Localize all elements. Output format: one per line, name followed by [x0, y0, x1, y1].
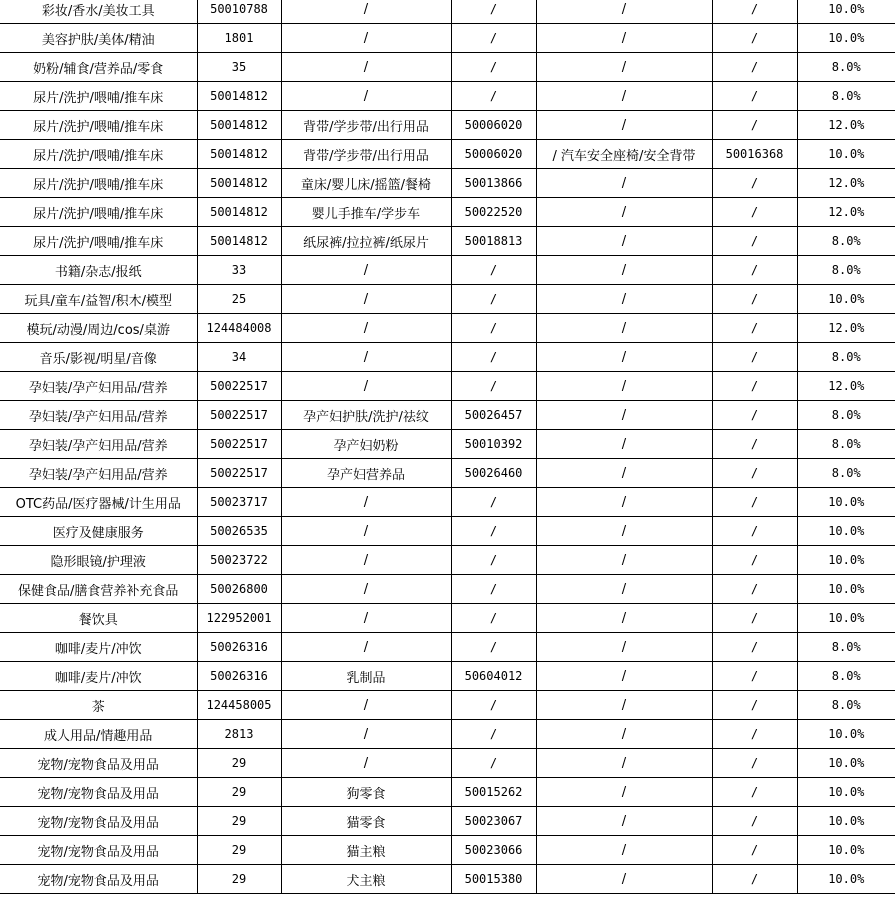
level2-category-cell: / — [281, 720, 451, 749]
level1-category-cell: 医疗及健康服务 — [0, 517, 197, 546]
level2-id-cell: / — [451, 53, 536, 82]
level1-category-cell: 音乐/影视/明星/音像 — [0, 343, 197, 372]
rate-cell: 8.0% — [797, 662, 895, 691]
table-row — [0, 865, 895, 894]
level3-id-cell: / — [712, 459, 797, 488]
table-row — [0, 749, 895, 778]
level2-id-cell: / — [451, 256, 536, 285]
level2-category-cell: / — [281, 517, 451, 546]
rate-cell: 10.0% — [797, 575, 895, 604]
level2-category-cell: / — [281, 633, 451, 662]
level3-id-cell: / — [712, 285, 797, 314]
rate-cell: 8.0% — [797, 633, 895, 662]
rate-cell: 12.0% — [797, 111, 895, 140]
level1-id-cell: 50022517 — [197, 430, 281, 459]
rate-cell: 12.0% — [797, 314, 895, 343]
table-row — [0, 778, 895, 807]
table-row — [0, 720, 895, 749]
level3-category-cell: / — [536, 372, 712, 401]
level2-id-cell: / — [451, 343, 536, 372]
level2-id-cell: / — [451, 633, 536, 662]
level2-category-cell: 狗零食 — [281, 778, 451, 807]
table-row — [0, 459, 895, 488]
level1-id-cell: 50014812 — [197, 227, 281, 256]
level1-category-cell: 成人用品/情趣用品 — [0, 720, 197, 749]
level1-id-cell: 29 — [197, 836, 281, 865]
level2-category-cell: / — [281, 372, 451, 401]
level2-category-cell: 猫主粮 — [281, 836, 451, 865]
level1-category-cell: 宠物/宠物食品及用品 — [0, 836, 197, 865]
level3-category-cell: / — [536, 343, 712, 372]
level1-id-cell: 50026316 — [197, 633, 281, 662]
level2-id-cell: / — [451, 604, 536, 633]
rate-cell: 10.0% — [797, 546, 895, 575]
level2-category-cell: / — [281, 749, 451, 778]
level1-id-cell: 35 — [197, 53, 281, 82]
level1-category-cell: 尿片/洗护/喂哺/推车床 — [0, 140, 197, 169]
table-row — [0, 343, 895, 372]
level3-id-cell: / — [712, 488, 797, 517]
level3-category-cell: / — [536, 459, 712, 488]
level3-id-cell: / — [712, 662, 797, 691]
rate-cell: 8.0% — [797, 459, 895, 488]
level3-id-cell: / — [712, 575, 797, 604]
level3-category-cell: / — [536, 836, 712, 865]
level1-id-cell: 50014812 — [197, 82, 281, 111]
rate-cell: 10.0% — [797, 285, 895, 314]
level3-category-cell: / — [536, 256, 712, 285]
level3-category-cell: / — [536, 82, 712, 111]
level1-category-cell: 隐形眼镜/护理液 — [0, 546, 197, 575]
level1-id-cell: 29 — [197, 778, 281, 807]
level3-id-cell: / — [712, 720, 797, 749]
table-row — [0, 169, 895, 198]
level1-category-cell: 彩妆/香水/美妆工具 — [0, 0, 197, 24]
level3-category-cell: / — [536, 662, 712, 691]
level1-id-cell: 50014812 — [197, 111, 281, 140]
rate-cell: 10.0% — [797, 604, 895, 633]
level1-category-cell: 咖啡/麦片/冲饮 — [0, 633, 197, 662]
level1-category-cell: 宠物/宠物食品及用品 — [0, 807, 197, 836]
level2-category-cell: 犬主粮 — [281, 865, 451, 894]
level1-category-cell: OTC药品/医疗器械/计生用品 — [0, 488, 197, 517]
table-row — [0, 372, 895, 401]
level3-id-cell: / — [712, 343, 797, 372]
level3-category-cell: / — [536, 633, 712, 662]
level2-category-cell: 婴儿手推车/学步车 — [281, 198, 451, 227]
level3-id-cell: / — [712, 53, 797, 82]
level1-id-cell: 29 — [197, 807, 281, 836]
rate-cell: 10.0% — [797, 140, 895, 169]
level2-id-cell: 50006020 — [451, 140, 536, 169]
table-row — [0, 430, 895, 459]
level2-category-cell: 纸尿裤/拉拉裤/纸尿片 — [281, 227, 451, 256]
level2-category-cell: 童床/婴儿床/摇篮/餐椅 — [281, 169, 451, 198]
level1-category-cell: 尿片/洗护/喂哺/推车床 — [0, 169, 197, 198]
level3-id-cell: / — [712, 633, 797, 662]
level2-category-cell: / — [281, 488, 451, 517]
rate-cell: 10.0% — [797, 865, 895, 894]
level2-id-cell: / — [451, 0, 536, 24]
level1-category-cell: 保健食品/膳食营养补充食品 — [0, 575, 197, 604]
level1-id-cell: 25 — [197, 285, 281, 314]
level3-category-cell: / — [536, 720, 712, 749]
rate-cell: 10.0% — [797, 778, 895, 807]
level2-id-cell: 50015380 — [451, 865, 536, 894]
table-row — [0, 517, 895, 546]
level3-category-cell: / — [536, 401, 712, 430]
level1-id-cell: 122952001 — [197, 604, 281, 633]
rate-cell: 10.0% — [797, 517, 895, 546]
table-row — [0, 662, 895, 691]
table-row — [0, 691, 895, 720]
level3-id-cell: / — [712, 82, 797, 111]
level2-id-cell: / — [451, 749, 536, 778]
rate-cell: 8.0% — [797, 227, 895, 256]
level3-category-cell: / — [536, 53, 712, 82]
level2-id-cell: / — [451, 24, 536, 53]
level3-id-cell: / — [712, 546, 797, 575]
level3-category-cell: / — [536, 24, 712, 53]
level3-id-cell: / — [712, 691, 797, 720]
rate-cell: 8.0% — [797, 82, 895, 111]
level2-id-cell: / — [451, 285, 536, 314]
level1-category-cell: 奶粉/辅食/营养品/零食 — [0, 53, 197, 82]
level2-category-cell: 背带/学步带/出行用品 — [281, 140, 451, 169]
rate-cell: 10.0% — [797, 749, 895, 778]
rate-cell: 10.0% — [797, 24, 895, 53]
level1-category-cell: 模玩/动漫/周边/cos/桌游 — [0, 314, 197, 343]
level3-id-cell: / — [712, 604, 797, 633]
level1-category-cell: 孕妇装/孕产妇用品/营养 — [0, 459, 197, 488]
level3-id-cell: / — [712, 778, 797, 807]
table-row — [0, 633, 895, 662]
level3-category-cell: / — [536, 488, 712, 517]
level2-id-cell: 50026457 — [451, 401, 536, 430]
rate-cell: 12.0% — [797, 372, 895, 401]
level3-category-cell: / — [536, 169, 712, 198]
table-row — [0, 53, 895, 82]
rate-cell: 8.0% — [797, 401, 895, 430]
level3-category-cell: / — [536, 691, 712, 720]
rate-cell: 10.0% — [797, 720, 895, 749]
level3-id-cell: / — [712, 0, 797, 24]
level2-category-cell: / — [281, 53, 451, 82]
level1-category-cell: 玩具/童车/益智/积木/模型 — [0, 285, 197, 314]
table-row — [0, 140, 895, 169]
level3-category-cell: / — [536, 0, 712, 24]
level3-id-cell: / — [712, 169, 797, 198]
level2-category-cell: 乳制品 — [281, 662, 451, 691]
level1-id-cell: 50014812 — [197, 140, 281, 169]
table-row — [0, 807, 895, 836]
level2-id-cell: 50018813 — [451, 227, 536, 256]
level1-id-cell: 50026535 — [197, 517, 281, 546]
level1-id-cell: 124484008 — [197, 314, 281, 343]
level1-category-cell: 茶 — [0, 691, 197, 720]
rate-cell: 12.0% — [797, 198, 895, 227]
level2-id-cell: 50015262 — [451, 778, 536, 807]
level2-id-cell: 50006020 — [451, 111, 536, 140]
level2-id-cell: 50023066 — [451, 836, 536, 865]
level1-category-cell: 尿片/洗护/喂哺/推车床 — [0, 227, 197, 256]
table-row — [0, 24, 895, 53]
level3-id-cell: / — [712, 749, 797, 778]
level2-category-cell: / — [281, 691, 451, 720]
table-row — [0, 198, 895, 227]
table-row — [0, 111, 895, 140]
level2-id-cell: / — [451, 691, 536, 720]
level3-id-cell: 50016368 — [712, 140, 797, 169]
level3-category-cell: / — [536, 314, 712, 343]
level3-category-cell: / — [536, 517, 712, 546]
level3-category-cell: / — [536, 807, 712, 836]
level3-id-cell: / — [712, 517, 797, 546]
level3-category-cell: / — [536, 198, 712, 227]
rate-cell: 8.0% — [797, 343, 895, 372]
level2-id-cell: / — [451, 546, 536, 575]
rate-cell: 10.0% — [797, 0, 895, 24]
level3-category-cell: / — [536, 546, 712, 575]
table-row — [0, 401, 895, 430]
table-row — [0, 285, 895, 314]
level3-id-cell: / — [712, 807, 797, 836]
table-row — [0, 575, 895, 604]
level3-category-cell: / — [536, 604, 712, 633]
table-row — [0, 82, 895, 111]
level2-category-cell: / — [281, 546, 451, 575]
level1-id-cell: 50026800 — [197, 575, 281, 604]
level1-id-cell: 50023722 — [197, 546, 281, 575]
rate-cell: 10.0% — [797, 488, 895, 517]
level2-id-cell: 50022520 — [451, 198, 536, 227]
level3-id-cell: / — [712, 314, 797, 343]
table-row — [0, 227, 895, 256]
level2-id-cell: / — [451, 720, 536, 749]
level2-id-cell: 50013866 — [451, 169, 536, 198]
level1-id-cell: 29 — [197, 865, 281, 894]
level2-id-cell: 50604012 — [451, 662, 536, 691]
level1-category-cell: 尿片/洗护/喂哺/推车床 — [0, 198, 197, 227]
rate-cell: 8.0% — [797, 691, 895, 720]
level3-category-cell: / — [536, 865, 712, 894]
rate-cell: 8.0% — [797, 256, 895, 285]
level1-category-cell: 宠物/宠物食品及用品 — [0, 778, 197, 807]
level2-category-cell: 背带/学步带/出行用品 — [281, 111, 451, 140]
level1-id-cell: 50014812 — [197, 198, 281, 227]
level2-category-cell: / — [281, 604, 451, 633]
level2-id-cell: / — [451, 372, 536, 401]
level3-id-cell: / — [712, 256, 797, 285]
level1-category-cell: 餐饮具 — [0, 604, 197, 633]
level3-id-cell: / — [712, 401, 797, 430]
level2-category-cell: / — [281, 314, 451, 343]
table-row — [0, 0, 895, 24]
level2-id-cell: 50026460 — [451, 459, 536, 488]
level1-id-cell: 1801 — [197, 24, 281, 53]
level3-id-cell: / — [712, 198, 797, 227]
level1-category-cell: 美容护肤/美体/精油 — [0, 24, 197, 53]
level3-id-cell: / — [712, 227, 797, 256]
level1-id-cell: 124458005 — [197, 691, 281, 720]
level3-category-cell: / — [536, 778, 712, 807]
level3-category-cell: / — [536, 285, 712, 314]
table-row — [0, 836, 895, 865]
level2-id-cell: 50010392 — [451, 430, 536, 459]
level1-id-cell: 50022517 — [197, 401, 281, 430]
level2-category-cell: 猫零食 — [281, 807, 451, 836]
rate-cell: 10.0% — [797, 836, 895, 865]
table-row — [0, 604, 895, 633]
level3-category-cell: / — [536, 575, 712, 604]
level2-category-cell: 孕产妇护肤/洗护/祛纹 — [281, 401, 451, 430]
rate-cell: 8.0% — [797, 53, 895, 82]
level1-category-cell: 尿片/洗护/喂哺/推车床 — [0, 111, 197, 140]
level2-category-cell: / — [281, 575, 451, 604]
table-row — [0, 256, 895, 285]
level1-id-cell: 2813 — [197, 720, 281, 749]
table-row — [0, 488, 895, 517]
level1-id-cell: 50022517 — [197, 459, 281, 488]
level1-category-cell: 尿片/洗护/喂哺/推车床 — [0, 82, 197, 111]
level1-category-cell: 咖啡/麦片/冲饮 — [0, 662, 197, 691]
level2-id-cell: / — [451, 82, 536, 111]
level3-id-cell: / — [712, 430, 797, 459]
level2-id-cell: / — [451, 517, 536, 546]
level3-category-cell: / — [536, 749, 712, 778]
level3-id-cell: / — [712, 111, 797, 140]
level2-category-cell: / — [281, 0, 451, 24]
level3-category-cell: / — [536, 111, 712, 140]
level2-category-cell: / — [281, 24, 451, 53]
rate-cell: 10.0% — [797, 807, 895, 836]
level3-id-cell: / — [712, 372, 797, 401]
level3-id-cell: / — [712, 24, 797, 53]
table-row — [0, 546, 895, 575]
level2-category-cell: 孕产妇奶粉 — [281, 430, 451, 459]
level2-id-cell: / — [451, 488, 536, 517]
level2-category-cell: / — [281, 256, 451, 285]
level1-category-cell: 孕妇装/孕产妇用品/营养 — [0, 372, 197, 401]
level2-category-cell: / — [281, 82, 451, 111]
level1-id-cell: 50010788 — [197, 0, 281, 24]
rate-cell: 12.0% — [797, 169, 895, 198]
level1-id-cell: 33 — [197, 256, 281, 285]
level1-category-cell: 孕妇装/孕产妇用品/营养 — [0, 430, 197, 459]
level1-id-cell: 50022517 — [197, 372, 281, 401]
level1-id-cell: 34 — [197, 343, 281, 372]
level2-id-cell: / — [451, 575, 536, 604]
level1-id-cell: 50026316 — [197, 662, 281, 691]
level1-id-cell: 50014812 — [197, 169, 281, 198]
level2-id-cell: 50023067 — [451, 807, 536, 836]
level3-category-cell: / 汽车安全座椅/安全背带 — [536, 140, 712, 169]
level3-id-cell: / — [712, 836, 797, 865]
level2-category-cell: / — [281, 285, 451, 314]
level1-id-cell: 29 — [197, 749, 281, 778]
level3-category-cell: / — [536, 227, 712, 256]
level2-category-cell: / — [281, 343, 451, 372]
table-row — [0, 314, 895, 343]
level3-id-cell: / — [712, 865, 797, 894]
level2-category-cell: 孕产妇营养品 — [281, 459, 451, 488]
level1-category-cell: 书籍/杂志/报纸 — [0, 256, 197, 285]
level2-id-cell: / — [451, 314, 536, 343]
level1-category-cell: 宠物/宠物食品及用品 — [0, 749, 197, 778]
rate-cell: 8.0% — [797, 430, 895, 459]
level3-category-cell: / — [536, 430, 712, 459]
level1-category-cell: 宠物/宠物食品及用品 — [0, 865, 197, 894]
level1-id-cell: 50023717 — [197, 488, 281, 517]
level1-category-cell: 孕妇装/孕产妇用品/营养 — [0, 401, 197, 430]
